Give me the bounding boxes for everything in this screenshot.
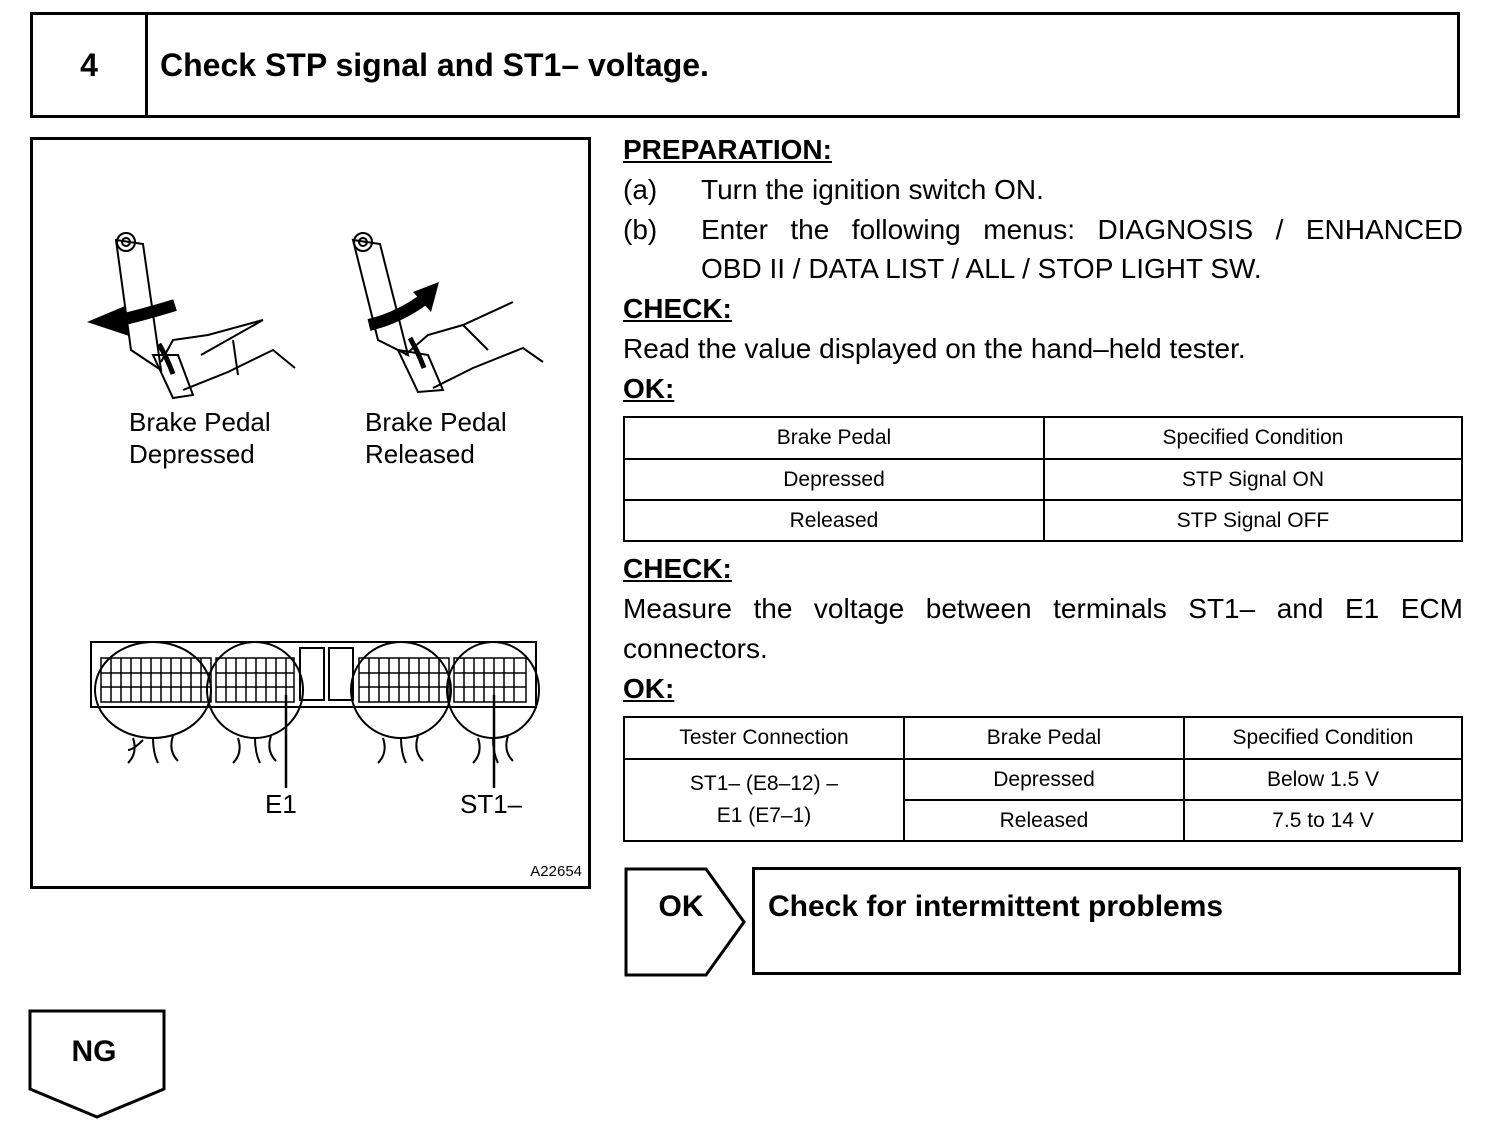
ok-result-arrow (624, 867, 748, 982)
brake-pedal-released-drawing (353, 233, 543, 392)
table-header-row: Tester Connection Brake Pedal Specified Condition (624, 717, 1462, 759)
check2-text-line1: Measure the voltage between terminals ST1– and E1 ECM (623, 593, 1463, 624)
preparation-item-a: (a) Turn the ignition switch ON. (623, 174, 1044, 205)
terminal-e1-label: E1 (265, 789, 297, 819)
ok-result-text: Check for intermittent problems (752, 867, 1461, 975)
table-header-row: Brake Pedal Specified Condition (624, 417, 1462, 459)
preparation-heading: PREPARATION: (623, 134, 832, 165)
pedal-connector-illustration (33, 140, 588, 886)
figure-id: A22654 (530, 863, 582, 880)
table-row: Depressed STP Signal ON (624, 459, 1462, 500)
preparation-item-b: (b) Enter the following menus: DIAGNOSIS / ENHANCED (623, 214, 1463, 245)
check1-heading: CHECK: (623, 293, 732, 324)
check2-text-line2: connectors. (623, 633, 768, 664)
table-row: Released STP Signal OFF (624, 500, 1462, 541)
ng-result-arrow (28, 1009, 168, 1126)
tester-connection-cell: ST1– (E8–12) – E1 (E7–1) (624, 759, 904, 841)
check1-text: Read the value displayed on the hand–held tester. (623, 333, 1246, 364)
ng-arrow-icon (28, 1009, 168, 1121)
pedal-depressed-label: Brake Pedal Depressed (129, 407, 271, 469)
step-title: Check STP signal and ST1– voltage. (160, 46, 709, 83)
table-row: Released 7.5 to 14 V (624, 800, 1462, 841)
terminal-st1-label: ST1– (460, 789, 523, 819)
check2-ok-heading: OK: (623, 673, 675, 704)
ok-arrow-icon (624, 867, 748, 977)
pedal-released-label: Brake Pedal Released (365, 407, 507, 469)
depress-arrow-icon (87, 305, 175, 336)
illustration-panel (30, 137, 591, 889)
release-arrow-icon (369, 282, 439, 325)
step-number: 4 (33, 15, 148, 115)
check1-ok-heading: OK: (623, 373, 675, 404)
ecm-connector-drawing (91, 642, 539, 788)
check2-heading: CHECK: (623, 553, 732, 584)
table-row: ST1– (E8–12) – E1 (E7–1) Depressed Below 1.5 V (624, 759, 1462, 800)
ok-label: OK (658, 890, 704, 923)
ng-label: NG (71, 1035, 117, 1068)
voltage-table (623, 716, 1463, 842)
step-header (30, 12, 1460, 118)
stp-signal-table (623, 416, 1463, 542)
